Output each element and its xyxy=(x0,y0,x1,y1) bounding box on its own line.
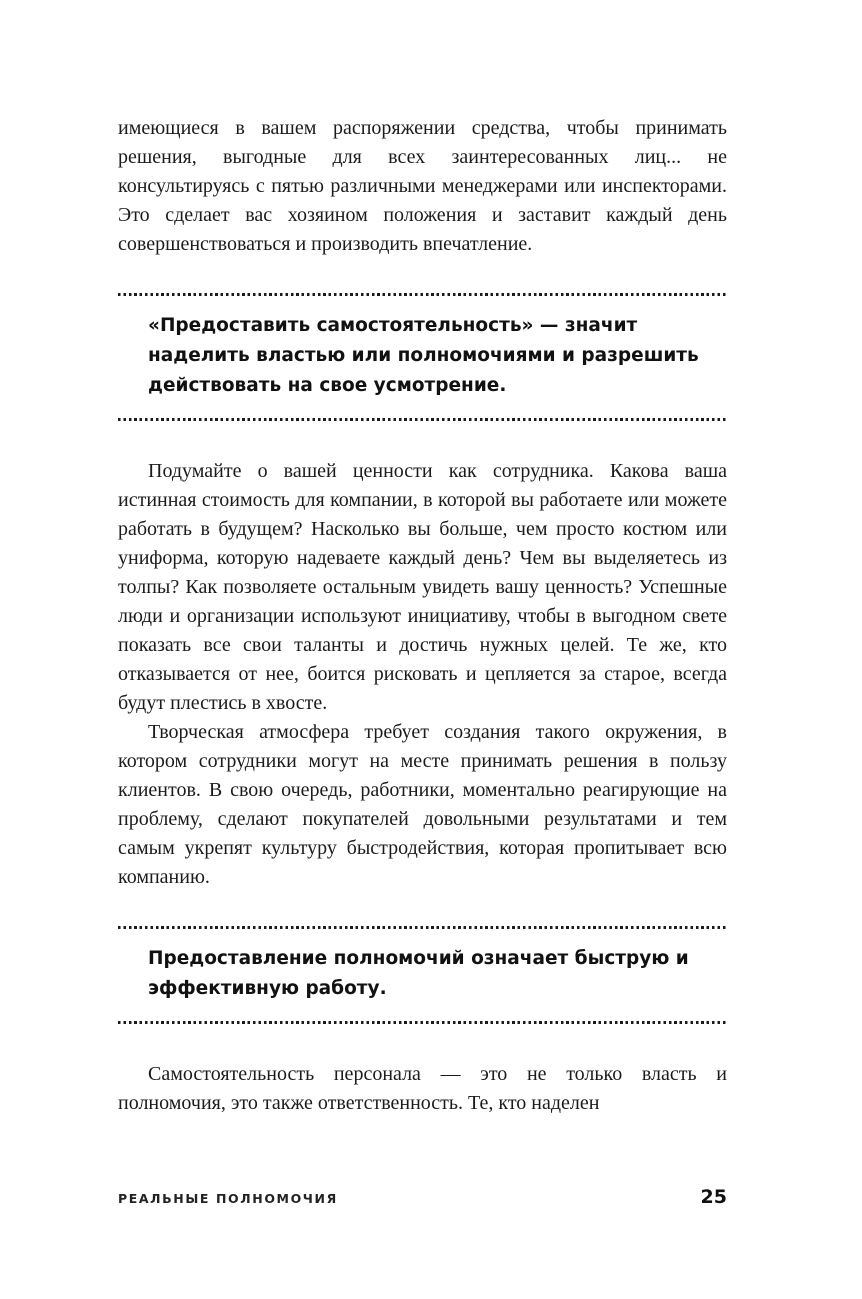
callout-quote-2 xyxy=(118,926,727,1024)
paragraph: Подумайте о вашей ценности как сотрудника. Какова ваша истинная стоимость для компании, в которой вы работаете или можете работать в будущем? Насколько вы больше, чем просто костюм или униформа, которую надеваете каждый день? Чем вы выделяетесь из толпы? Как позволяете остальным увидеть вашу ценность? Успешные люди и организации используют инициативу, чтобы в выгодном свете показать все свои таланты и достичь нужных целей. Те же, кто отказывается от нее, боится рисковать и цепляется за старое, всегда будут плестись в хвосте. xyxy=(118,460,727,714)
paragraph: Творческая атмосфера требует создания такого окружения, в котором сотрудники могут на месте принимать решения в пользу клиентов. В свою очередь, работники, моментально реагирующие на проблему, сделают покупателей довольными результатами и тем самым укрепят культуру быстродействия, которая пропитывает всю компанию. xyxy=(118,721,727,888)
paragraph-continuation: имеющиеся в вашем распоряжении средства, чтобы принимать решения, выгодные для всех заинтересованных лиц... не консультируясь с пятью различными менеджерами или инспекторами. Это сделает вас хозяином положения и заставит каждый день совершенствоваться и производить впечатление. xyxy=(118,117,727,255)
running-title: РЕАЛЬНЫЕ ПОЛНОМОЧИЯ xyxy=(118,1191,338,1206)
dotted-rule xyxy=(118,1021,727,1024)
callout-inner xyxy=(118,296,727,418)
text-block xyxy=(118,114,727,1118)
dotted-rule xyxy=(118,418,727,421)
page-footer xyxy=(118,1186,727,1208)
paragraph: Самостоятельность персонала — это не только власть и полномочия, это также ответственность. Те, кто наделен xyxy=(118,1063,727,1114)
page-number: 25 xyxy=(700,1186,727,1208)
callout-quote-1 xyxy=(118,293,727,421)
callout-text: «Предоставить самостоятельность» — значит наделить властью или полномочиями и разрешить действовать на свое усмотрение. xyxy=(148,315,699,396)
callout-text: Предоставление полномочий означает быструю и эффективную работу. xyxy=(148,948,689,999)
callout-inner xyxy=(118,929,727,1021)
